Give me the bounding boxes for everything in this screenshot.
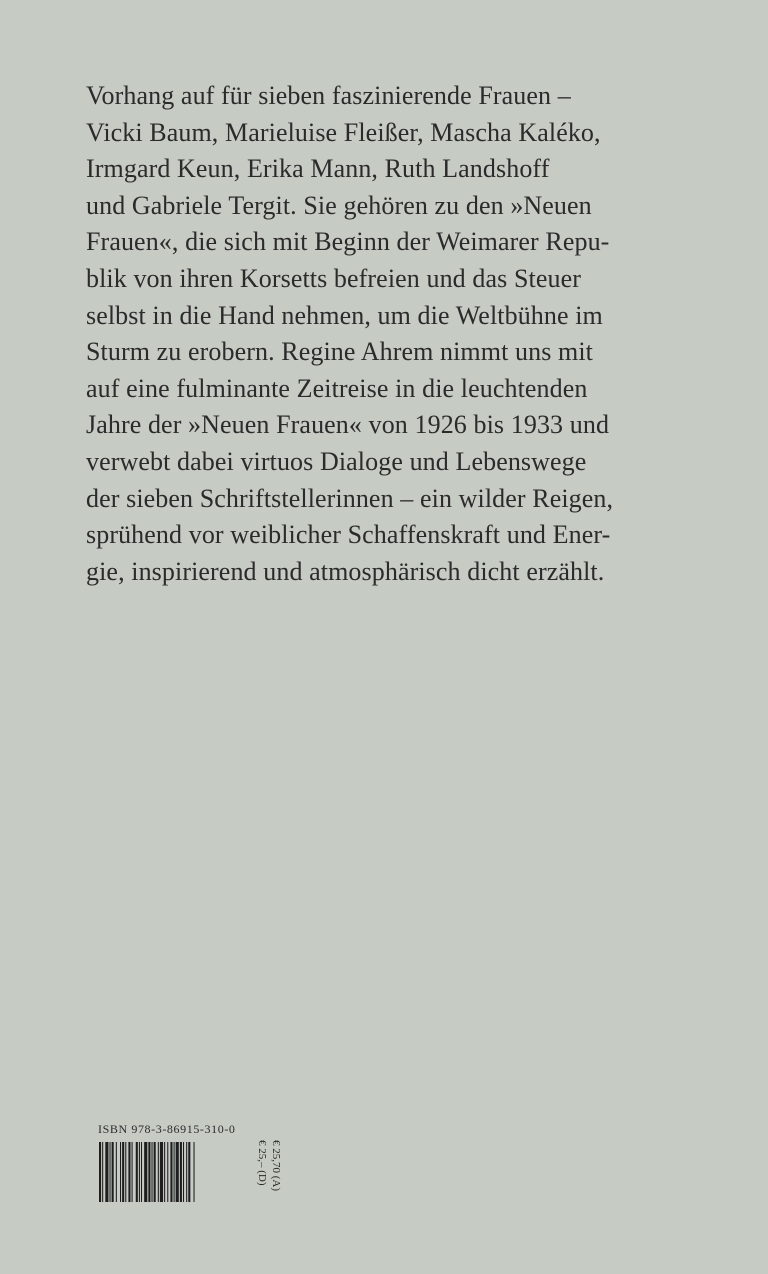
blurb-line: Sturm zu erobern. Regine Ahrem nimmt uns mit: [86, 337, 593, 367]
blurb-line: und Gabriele Tergit. Sie gehören zu den »Neuen: [86, 190, 592, 220]
price-austria: € 25,70 (A): [270, 1140, 282, 1192]
barcode-image: [98, 1142, 246, 1202]
blurb-line: der sieben Schriftstellerinnen – ein wilder Reigen,: [86, 483, 614, 513]
blurb-line: verwebt dabei virtuos Dialoge und Lebenswege: [86, 446, 587, 476]
blurb-line: Frauen«, die sich mit Beginn der Weimarer Repu-: [86, 227, 610, 257]
price-block: [256, 1140, 284, 1204]
back-cover-blurb: [86, 78, 706, 590]
blurb-line: sprühend vor weiblicher Schaffenskraft und Ener-: [86, 520, 611, 550]
blurb-line: Vicki Baum, Marieluise Fleißer, Mascha Kaléko,: [86, 117, 601, 147]
blurb-line: Jahre der »Neuen Frauen« von 1926 bis 1933 und: [86, 410, 610, 440]
blurb-line: auf eine fulminante Zeitreise in die leuchtenden: [86, 373, 588, 403]
blurb-line: gie, inspirierend und atmosphärisch dicht erzählt.: [86, 556, 605, 586]
blurb-line: selbst in die Hand nehmen, um die Weltbühne im: [86, 300, 603, 330]
blurb-line: blik von ihren Korsetts befreien und das Steuer: [86, 263, 581, 293]
blurb-line: Vorhang auf für sieben faszinierende Frauen –: [86, 81, 571, 110]
price-germany: € 25,– (D): [256, 1140, 268, 1186]
blurb-line: Irmgard Keun, Erika Mann, Ruth Landshoff: [86, 154, 550, 184]
isbn-number: ISBN 978-3-86915-310-0: [98, 1122, 236, 1136]
